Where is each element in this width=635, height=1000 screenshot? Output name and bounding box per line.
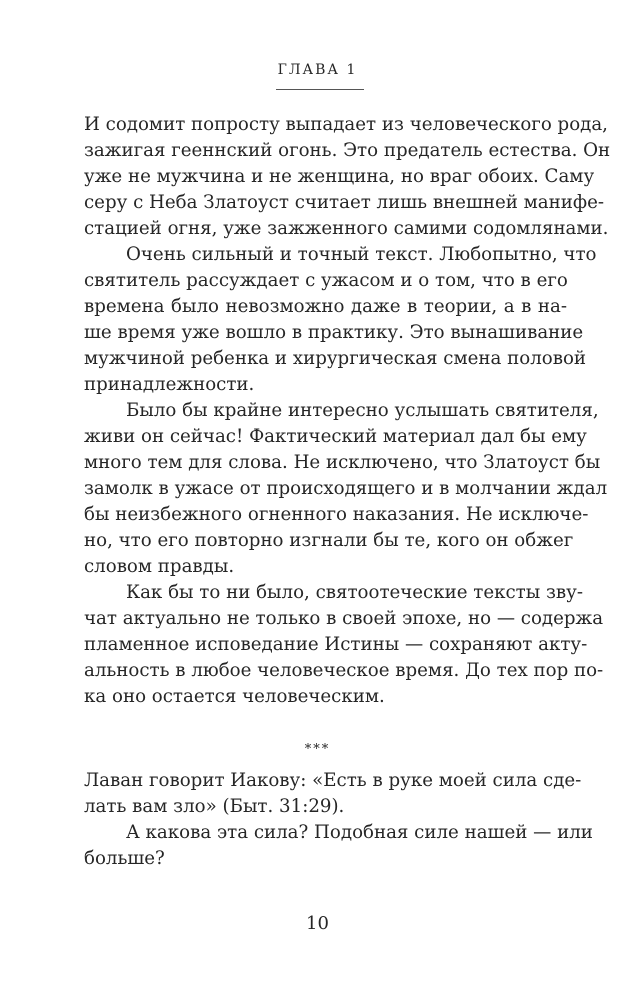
text-line: Было бы крайне интересно услышать святителя, — [126, 400, 599, 421]
text-line: много тем для слова. Не исключено, что Златоуст бы — [84, 452, 601, 473]
text-line: времена было невозможно даже в теории, а в на- — [84, 296, 567, 317]
header-underline — [276, 89, 364, 90]
text-line: живи он сейчас! Фактический материал дал бы ему — [84, 426, 587, 447]
text-line: чат актуально не только в своей эпохе, но — содержа — [84, 608, 604, 629]
text-line: альность в любое человеческое время. До тех пор по- — [84, 660, 604, 681]
text-line: бы неизбежного огненного наказания. Не исключе- — [84, 504, 589, 525]
text-line: принадлежности. — [84, 374, 255, 395]
text-line: И содомит попросту выпадает из человеческого рода, — [84, 114, 608, 135]
running-header: ГЛАВА 1 — [277, 62, 358, 78]
text-line: замолк в ужасе от происходящего и в молчании ждал — [84, 478, 608, 499]
text-line: ка оно остается человеческим. — [84, 686, 385, 707]
text-line: но, что его повторно изгнали бы те, кого он обжег — [84, 530, 574, 551]
text-line: ше время уже вошло в практику. Это вынашивание — [84, 322, 584, 343]
text-line: стацией огня, уже зажженного самими содомлянами. — [84, 218, 609, 239]
text-line: словом правды. — [84, 556, 235, 577]
text-line: святитель рассуждает с ужасом и о том, что в его — [84, 270, 568, 291]
text-line: серу с Неба Златоуст считает лишь внешней манифе- — [84, 192, 605, 213]
text-line: уже не мужчина и не женщина, но враг обоих. Саму — [84, 166, 595, 187]
text-line: Лаван говорит Иакову: «Есть в руке моей сила сде- — [84, 770, 582, 791]
text-line: больше? — [84, 848, 165, 869]
text-line: зажигая гееннский огонь. Это предатель естества. Он — [84, 140, 611, 161]
text-line: пламенное исповедание Истины — сохраняют акту- — [84, 634, 588, 655]
page-number: 10 — [306, 913, 329, 934]
text-line: лать вам зло» (Быт. 31:29). — [84, 796, 345, 817]
text-line: Очень сильный и точный текст. Любопытно, что — [126, 244, 597, 265]
text-line: мужчиной ребенка и хирургическая смена половой — [84, 348, 587, 369]
section-separator: *** — [304, 742, 331, 757]
text-line: А какова эта сила? Подобная силе нашей — или — [126, 822, 593, 843]
text-line: Как бы то ни было, святоотеческие тексты зву- — [126, 582, 583, 603]
